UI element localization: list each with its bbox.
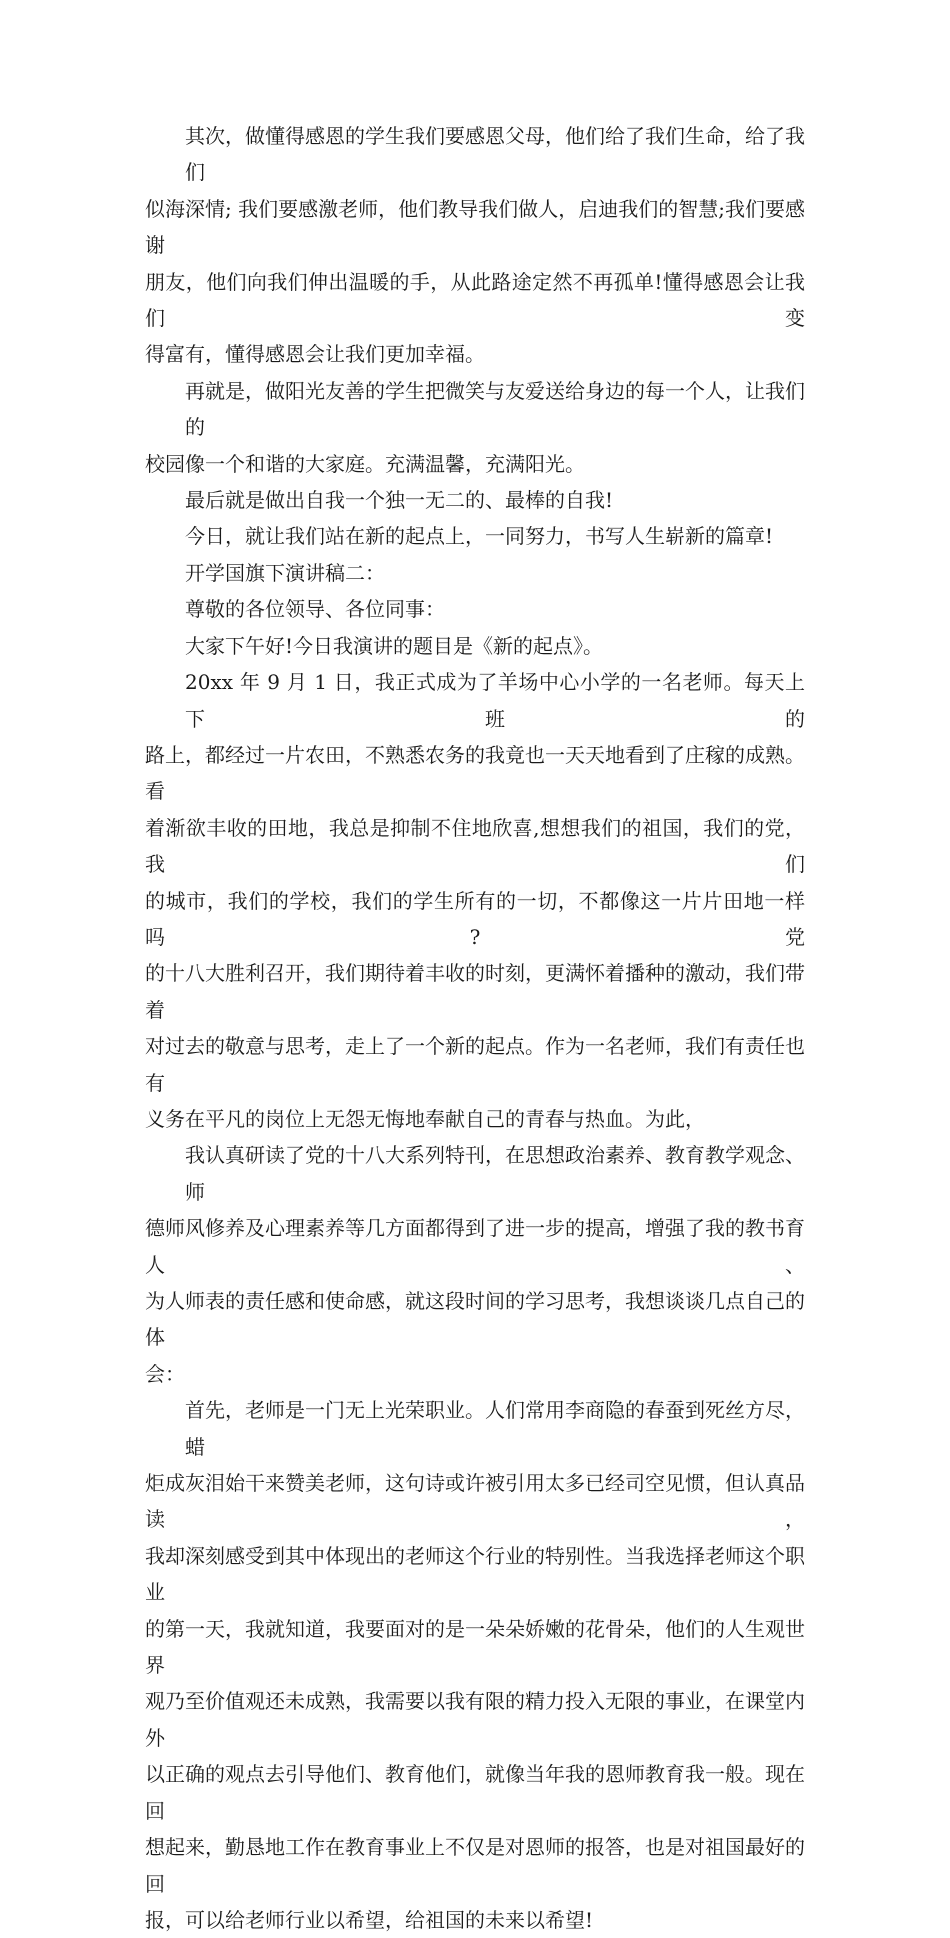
paragraph: [145, 518, 805, 554]
text-line: 的第一天，我就知道，我要面对的是一朵朵娇嫩的花骨朵，他们的人生观世界: [145, 1616, 805, 1678]
paragraph: [145, 664, 805, 1137]
text-line: 大家下午好!今日我演讲的题目是《新的起点》。: [185, 633, 604, 658]
text-line: 对过去的敬意与思考，走上了一个新的起点。作为一名老师，我们有责任也有: [145, 1034, 805, 1095]
text-line: 今日，就让我们站在新的起点上，一同努力，书写人生崭新的篇章!: [185, 524, 774, 549]
text-line: 其次，做懂得感恩的学生我们要感恩父母，他们给了我们生命，给了我们: [185, 124, 805, 185]
paragraph: [145, 118, 805, 373]
text-line: 开学国旗下演讲稿二：: [185, 560, 385, 585]
text-line: 我认真研读了党的十八大系列特刊，在思想政治素养、教育教学观念、师: [185, 1143, 805, 1204]
text-line: 德师风修养及心理素养等几方面都得到了进一步的提高，增强了我的教书育人、: [145, 1216, 805, 1277]
text-line: 想起来，勤恳地工作在教育事业上不仅是对恩师的报答，也是对祖国最好的回: [145, 1835, 805, 1896]
text-line: 以正确的观点去引导他们、教育他们，就像当年我的恩师教育我一般。现在回: [145, 1762, 805, 1823]
text-line: 路上，都经过一片农田，不熟悉农务的我竟也一天天地看到了庄稼的成熟。看: [145, 742, 805, 804]
text-line: 炬成灰泪始干来赞美老师，这句诗或许被引用太多已经司空见惯，但认真品读，: [145, 1471, 805, 1532]
text-line: 朋友，他们向我们伸出温暖的手，从此路途定然不再孤单!懂得感恩会让我们变: [145, 269, 805, 331]
text-line: 我却深刻感受到其中体现出的老师这个行业的特别性。当我选择老师这个职业: [145, 1543, 805, 1605]
text-line: 会：: [145, 1361, 185, 1386]
text-line: 的城市，我们的学校，我们的学生所有的一切，不都像这一片片田地一样吗?党: [145, 888, 805, 949]
text-line: 的十八大胜利召开，我们期待着丰收的时刻，更满怀着播种的激动，我们带着: [145, 961, 805, 1022]
paragraph: [145, 591, 805, 627]
text-line: 着渐欲丰收的田地，我总是抑制不住地欣喜,想想我们的祖国，我们的党，我们: [145, 815, 805, 877]
paragraph: [145, 482, 805, 518]
text-line: 似海深情; 我们要感激老师，他们教导我们做人，启迪我们的智慧;我们要感谢: [145, 196, 805, 258]
text-line: 为人师表的责任感和使命感，就这段时间的学习思考，我想谈谈几点自己的体: [145, 1289, 805, 1350]
text-line: 尊敬的各位领导、各位同事：: [185, 597, 445, 622]
text-line: 报，可以给老师行业以希望，给祖国的未来以希望!: [145, 1907, 594, 1932]
paragraph: [145, 628, 805, 664]
document-page: [145, 118, 805, 1938]
text-line: 再就是，做阳光友善的学生把微笑与友爱送给身边的每一个人，让我们的: [185, 378, 805, 440]
paragraph: [145, 1392, 805, 1938]
text-line: 义务在平凡的岗位上无怨无悔地奉献自己的青春与热血。为此，: [145, 1106, 705, 1131]
paragraph: [145, 555, 805, 591]
text-line: 首先，老师是一门无上光荣职业。人们常用李商隐的春蚕到死丝方尽，蜡: [185, 1398, 805, 1459]
text-line: 20xx 年 9 月 1 日，我正式成为了羊场中心小学的一名老师。每天上下班的: [185, 670, 805, 731]
text-line: 最后就是做出自我一个独一无二的、最棒的自我!: [185, 488, 614, 513]
paragraph: [145, 1137, 805, 1392]
text-line: 得富有，懂得感恩会让我们更加幸福。: [145, 342, 485, 367]
text-line: 观乃至价值观还未成熟，我需要以我有限的精力投入无限的事业，在课堂内外: [145, 1689, 805, 1750]
text-line: 校园像一个和谐的大家庭。充满温馨，充满阳光。: [145, 451, 585, 476]
paragraph: [145, 373, 805, 482]
